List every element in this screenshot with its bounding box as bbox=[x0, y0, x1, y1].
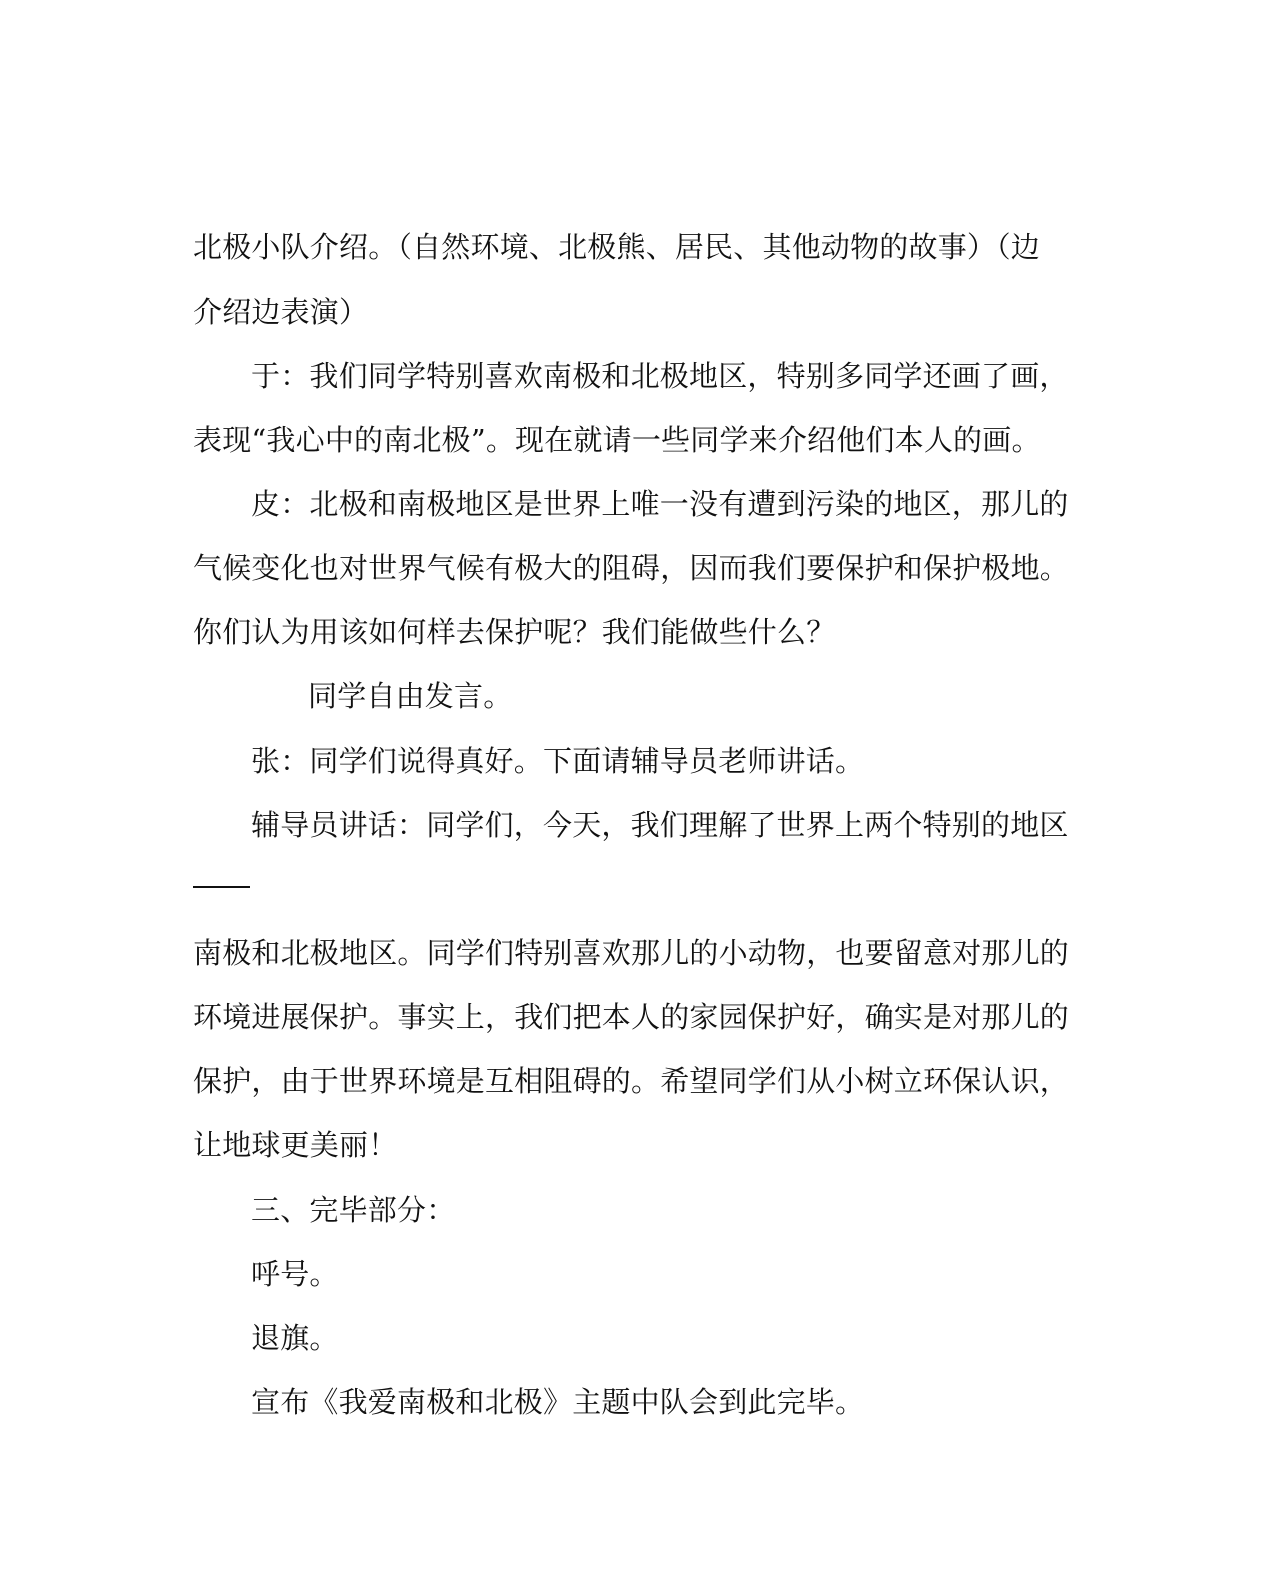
paragraph-line: 同学自由发言。 bbox=[308, 679, 513, 713]
paragraph-line: 张：同学们说得真好。下面请辅导员老师讲话。 bbox=[251, 744, 865, 778]
paragraph-line: 让地球更美丽！ bbox=[193, 1128, 398, 1162]
paragraph-line: 于：我们同学特别喜欢南极和北极地区，特别多同学还画了画， bbox=[251, 359, 1069, 393]
paragraph-line: 介绍边表演） bbox=[193, 295, 369, 329]
paragraph-line: 南极和北极地区。同学们特别喜欢那儿的小动物，也要留意对那儿的 bbox=[193, 936, 1070, 970]
paragraph-line: 表现“我心中的南北极”。现在就请一些同学来介绍他们本人的画。 bbox=[193, 423, 1041, 457]
paragraph-line: 保护，由于世界环境是互相阻碍的。希望同学们从小树立环保认识， bbox=[193, 1064, 1070, 1098]
paragraph-line: 你们认为用该如何样去保护呢？我们能做些什么？ bbox=[193, 615, 836, 649]
em-dash-rule bbox=[193, 886, 250, 888]
paragraph-line: 北极小队介绍。（自然环境、北极熊、居民、其他动物的故事）（边 bbox=[193, 230, 1041, 264]
paragraph-line: 气候变化也对世界气候有极大的阻碍，因而我们要保护和保护极地。 bbox=[193, 551, 1070, 585]
paragraph-line: 呼号。 bbox=[251, 1257, 339, 1291]
paragraph-line: 宣布《我爱南极和北极》主题中队会到此完毕。 bbox=[251, 1385, 865, 1419]
paragraph-line: 辅导员讲话：同学们，今天，我们理解了世界上两个特别的地区 bbox=[251, 808, 1069, 842]
paragraph-line: 退旗。 bbox=[251, 1321, 339, 1355]
paragraph-line: 环境进展保护。事实上，我们把本人的家园保护好，确实是对那儿的 bbox=[193, 1000, 1070, 1034]
paragraph-line: 皮：北极和南极地区是世界上唯一没有遭到污染的地区，那儿的 bbox=[251, 487, 1069, 521]
section-heading: 三、完毕部分： bbox=[251, 1193, 456, 1227]
